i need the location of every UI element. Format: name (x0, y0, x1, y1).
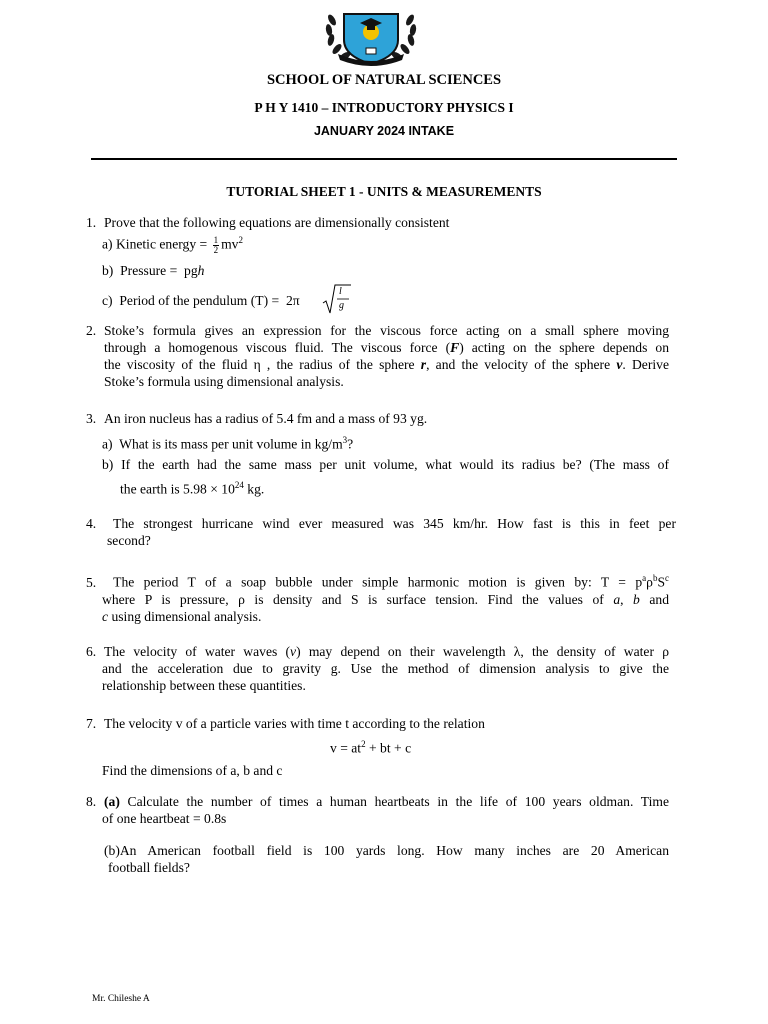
question-1a: a) Kinetic energy = $\frac{1}{2}$ $mv^2$ (102, 234, 243, 255)
intake-label: JANUARY 2024 INTAKE (313, 124, 455, 138)
question-2: 2. Stoke’s formula gives an expression for the viscous force acting on a small sphere moving through a homogenous viscous fluid. The viscous force (F) acting on the sphere depends on the viscosity of the fluid η , the radius of the sphere r, and the velocity of the sphere v. Derive Stoke’s formula using dimensional analysis. (86, 323, 670, 389)
question-1b: b) Pressure = pgh (102, 263, 205, 278)
question-3a: a) What is its mass per unit volume in $kg/m^3$? (102, 435, 354, 452)
header-divider (91, 158, 677, 160)
fraction-one-half: $\frac{1}{2}$ (213, 234, 219, 255)
question-5: 5. The period T of a soap bubble under simple harmonic motion is given by: $T = p^a\rho^bS^c$ where P is pressure, ρ is density and S is surface tension. Find the values of a, b and c using dimensional analysis. (86, 573, 670, 624)
footer-author: Mr. Chileshe A (92, 994, 150, 1004)
question-1 (86, 214, 676, 231)
question-8a: 8. (a) Calculate the number of times a human heartbeats in the life of 100 years oldman. Time of one heartbeat = 0.8s (86, 794, 669, 826)
question-7: 7. The velocity v of a particle varies with time t according to the relation (86, 716, 485, 731)
question-number: 1. (86, 215, 97, 230)
question-4: 4. The strongest hurricane wind ever measured was 345 km/hr. How fast is this in feet per second? (86, 516, 676, 548)
square-root-expression: l g (322, 283, 352, 315)
question-1c: c) Period of the pendulum (T) = 2π (102, 293, 300, 308)
school-title: SCHOOL OF NATURAL SCIENCES (266, 72, 502, 88)
university-logo (322, 6, 420, 70)
question-6: 6. The velocity of water waves (v) may depend on their wavelength λ, the density of water ρ and the acceleration due to gravity g. Use the method of dimension analysis to give the relationship between these quantities. (86, 644, 669, 693)
velocity-equation: $v = at^2$ + bt + c (330, 739, 412, 756)
question-text: Prove that the following equations are dimensionally consistent (104, 215, 450, 230)
course-title: P H Y 1410 – INTRODUCTORY PHYSICS I (254, 100, 514, 115)
question-3: 3. An iron nucleus has a radius of 5.4 fm and a mass of 93 yg. (86, 411, 428, 426)
question-7-find: Find the dimensions of a, b and c (102, 763, 283, 778)
question-3b: b) If the earth had the same mass per unit volume, what would its radius be? (The mass of the earth is $5.98 \times 10^{24}$ kg. (102, 457, 669, 497)
sheet-title: TUTORIAL SHEET 1 - UNITS & MEASUREMENTS (226, 184, 542, 199)
question-8b: (b)An American football field is 100 yards long. How many inches are 20 American football fields? (104, 843, 669, 875)
